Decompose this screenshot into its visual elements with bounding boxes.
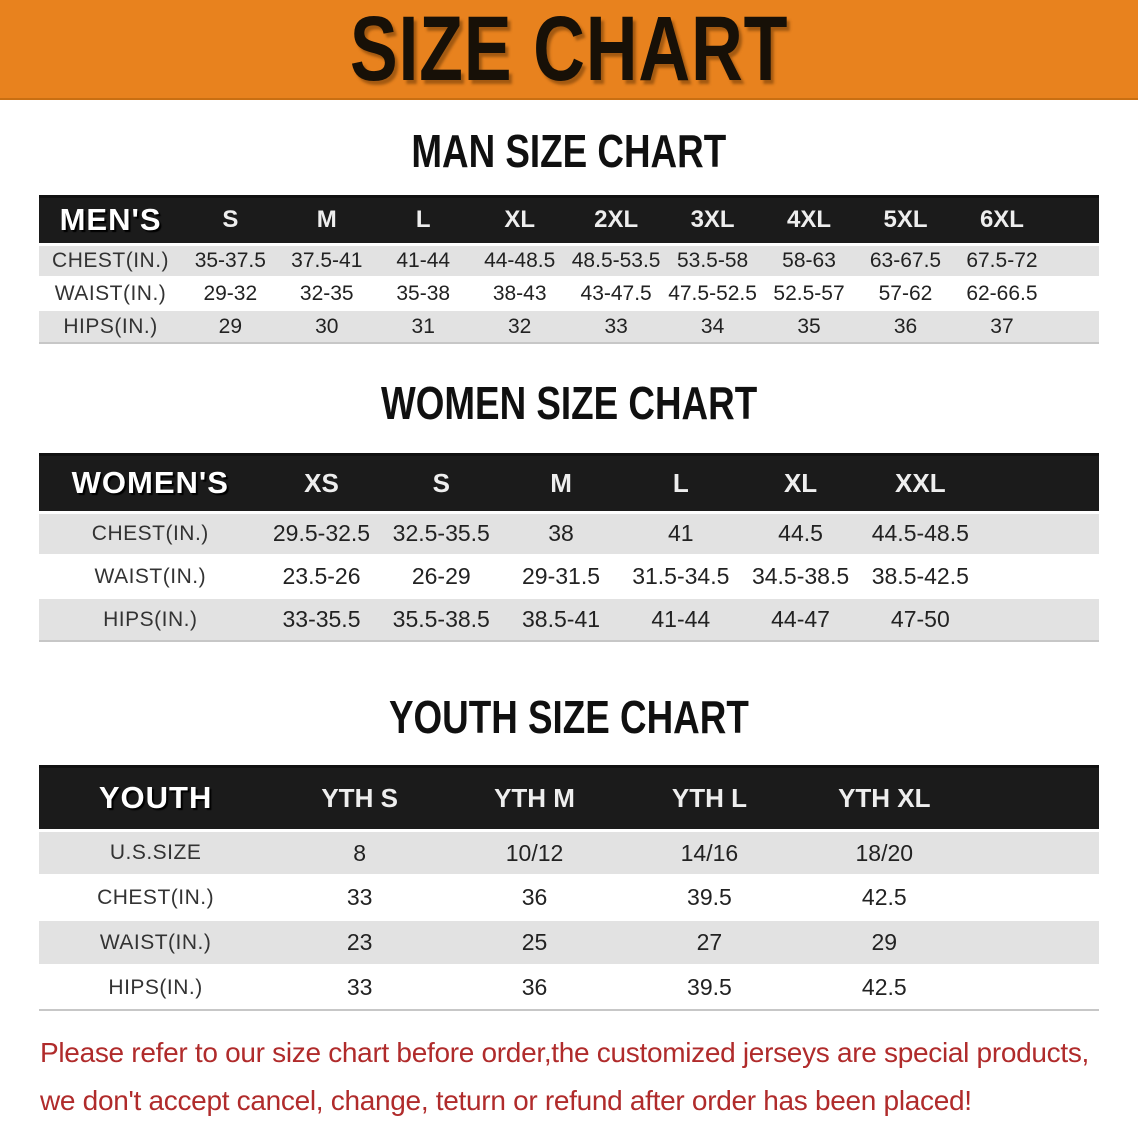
youth-size-section	[0, 692, 1138, 1011]
banner-title: SIZE CHART	[349, 0, 789, 100]
header-row	[39, 766, 1099, 830]
table-cell: 44-48.5	[471, 244, 567, 277]
table-title-cell: WOMEN'S	[39, 454, 262, 512]
table-cell: 48.5-53.5	[568, 244, 664, 277]
size-column-header: M	[279, 196, 375, 244]
table-cell: 47.5-52.5	[664, 277, 760, 310]
table-cell: 53.5-58	[664, 244, 760, 277]
table-cell: 32-35	[279, 277, 375, 310]
youth-size-heading-text: YOUTH SIZE CHART	[389, 691, 749, 744]
table-cell: 38.5-41	[501, 598, 621, 641]
header-row	[39, 196, 1099, 244]
women-size-heading-text: WOMEN SIZE CHART	[380, 377, 758, 430]
size-column-header: YTH L	[622, 766, 797, 830]
table-cell: 33	[272, 875, 447, 920]
row-spacer	[1050, 277, 1099, 310]
row-spacer	[1050, 244, 1099, 277]
row-label: CHEST(IN.)	[39, 512, 262, 555]
row-spacer	[972, 875, 1099, 920]
row-label: HIPS(IN.)	[39, 598, 262, 641]
table-cell: 23.5-26	[262, 555, 382, 598]
table-cell: 43-47.5	[568, 277, 664, 310]
table-cell: 44.5-48.5	[860, 512, 980, 555]
table-cell: 42.5	[797, 875, 972, 920]
table-cell: 44-47	[741, 598, 861, 641]
youth-size-heading	[0, 692, 1138, 743]
table-cell: 33	[568, 310, 664, 343]
table-cell: 35-38	[375, 277, 471, 310]
size-column-header: 5XL	[857, 196, 953, 244]
disclaimer	[40, 1029, 1138, 1125]
table-cell: 29	[182, 310, 278, 343]
size-column-header: S	[182, 196, 278, 244]
table-cell: 36	[447, 875, 622, 920]
header-spacer	[980, 454, 1099, 512]
table-cell: 14/16	[622, 830, 797, 875]
table-cell: 35-37.5	[182, 244, 278, 277]
table-cell: 29.5-32.5	[262, 512, 382, 555]
row-label: CHEST(IN.)	[39, 875, 272, 920]
table-cell: 32	[471, 310, 567, 343]
table-cell: 36	[857, 310, 953, 343]
table-cell: 41-44	[375, 244, 471, 277]
table-cell: 35	[761, 310, 857, 343]
row-spacer	[980, 598, 1099, 641]
man-size-heading-text: MAN SIZE CHART	[411, 125, 727, 177]
table-cell: 41-44	[621, 598, 741, 641]
row-spacer	[980, 512, 1099, 555]
table-row	[39, 244, 1099, 277]
table-cell: 10/12	[447, 830, 622, 875]
table-cell: 44.5	[741, 512, 861, 555]
size-column-header: 4XL	[761, 196, 857, 244]
table-cell: 23	[272, 920, 447, 965]
row-label: HIPS(IN.)	[39, 965, 272, 1010]
table-cell: 32.5-35.5	[381, 512, 501, 555]
disclaimer-line-2: we don't accept cancel, change, teturn or refund after order has been placed!	[40, 1085, 972, 1117]
table-cell: 34.5-38.5	[741, 555, 861, 598]
table-cell: 31	[375, 310, 471, 343]
table-row	[39, 277, 1099, 310]
row-label: WAIST(IN.)	[39, 277, 182, 310]
table-cell: 29-32	[182, 277, 278, 310]
table-cell: 31.5-34.5	[621, 555, 741, 598]
disclaimer-line-1: Please refer to our size chart before order,the customized jerseys are special products,	[40, 1037, 1090, 1069]
men-size-table	[39, 195, 1099, 345]
man-size-heading	[0, 126, 1138, 177]
table-cell: 42.5	[797, 965, 972, 1010]
table-cell: 39.5	[622, 875, 797, 920]
table-cell: 29-31.5	[501, 555, 621, 598]
size-column-header: YTH M	[447, 766, 622, 830]
table-row	[39, 598, 1099, 641]
table-cell: 33-35.5	[262, 598, 382, 641]
table-row	[39, 830, 1099, 875]
table-title-cell: YOUTH	[39, 766, 272, 830]
row-label: WAIST(IN.)	[39, 555, 262, 598]
table-cell: 63-67.5	[857, 244, 953, 277]
table-cell: 29	[797, 920, 972, 965]
table-title-cell: MEN'S	[39, 196, 182, 244]
row-spacer	[972, 830, 1099, 875]
size-column-header: 3XL	[664, 196, 760, 244]
table-row	[39, 555, 1099, 598]
size-column-header: YTH XL	[797, 766, 972, 830]
women-size-table	[39, 453, 1099, 643]
table-row	[39, 512, 1099, 555]
table-cell: 34	[664, 310, 760, 343]
table-cell: 47-50	[860, 598, 980, 641]
size-column-header: S	[381, 454, 501, 512]
table-cell: 38.5-42.5	[860, 555, 980, 598]
table-row	[39, 920, 1099, 965]
table-cell: 18/20	[797, 830, 972, 875]
size-column-header: XL	[741, 454, 861, 512]
table-cell: 35.5-38.5	[381, 598, 501, 641]
table-row	[39, 310, 1099, 343]
table-cell: 58-63	[761, 244, 857, 277]
table-cell: 39.5	[622, 965, 797, 1010]
table-cell: 38	[501, 512, 621, 555]
youth-size-table	[39, 765, 1099, 1012]
table-cell: 8	[272, 830, 447, 875]
table-cell: 27	[622, 920, 797, 965]
row-spacer	[1050, 310, 1099, 343]
size-column-header: M	[501, 454, 621, 512]
size-column-header: XL	[471, 196, 567, 244]
table-cell: 38-43	[471, 277, 567, 310]
row-spacer	[972, 965, 1099, 1010]
table-cell: 62-66.5	[954, 277, 1050, 310]
size-column-header: XXL	[860, 454, 980, 512]
row-label: WAIST(IN.)	[39, 920, 272, 965]
size-column-header: YTH S	[272, 766, 447, 830]
table-cell: 33	[272, 965, 447, 1010]
size-column-header: 6XL	[954, 196, 1050, 244]
table-cell: 37	[954, 310, 1050, 343]
size-column-header: L	[375, 196, 471, 244]
header-row	[39, 454, 1099, 512]
table-cell: 57-62	[857, 277, 953, 310]
table-cell: 25	[447, 920, 622, 965]
size-column-header: 2XL	[568, 196, 664, 244]
row-label: CHEST(IN.)	[39, 244, 182, 277]
row-label: HIPS(IN.)	[39, 310, 182, 343]
row-spacer	[980, 555, 1099, 598]
table-cell: 26-29	[381, 555, 501, 598]
table-cell: 52.5-57	[761, 277, 857, 310]
women-size-section	[0, 378, 1138, 642]
header-spacer	[1050, 196, 1099, 244]
table-cell: 67.5-72	[954, 244, 1050, 277]
women-size-heading	[0, 378, 1138, 429]
size-column-header: XS	[262, 454, 382, 512]
row-spacer	[972, 920, 1099, 965]
table-cell: 41	[621, 512, 741, 555]
row-label: U.S.SIZE	[39, 830, 272, 875]
size-chart-banner	[0, 0, 1138, 100]
table-row	[39, 965, 1099, 1010]
header-spacer	[972, 766, 1099, 830]
table-row	[39, 875, 1099, 920]
size-column-header: L	[621, 454, 741, 512]
table-cell: 30	[279, 310, 375, 343]
table-cell: 36	[447, 965, 622, 1010]
man-size-section	[0, 126, 1138, 344]
table-cell: 37.5-41	[279, 244, 375, 277]
